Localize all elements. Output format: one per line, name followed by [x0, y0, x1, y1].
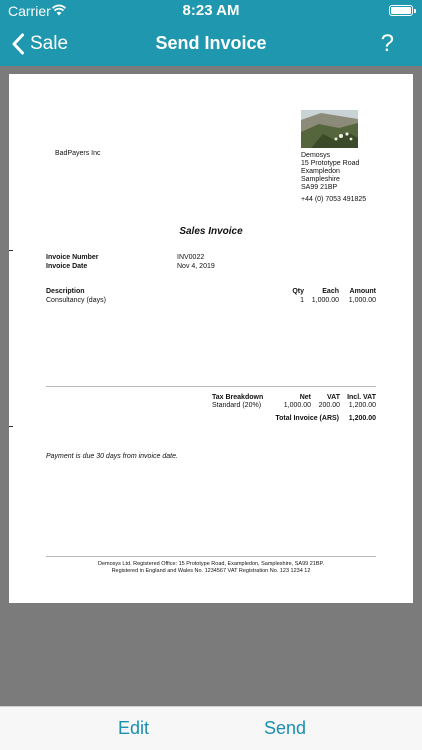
company-address-line: Demosys — [301, 152, 331, 159]
battery-icon — [389, 5, 413, 16]
tax-net-header: Net — [299, 394, 311, 401]
status-bar — [0, 0, 422, 22]
back-button[interactable] — [11, 30, 68, 58]
send-button[interactable]: Send — [264, 718, 307, 738]
line-item-qty: 1 — [300, 297, 304, 304]
tax-net-value: 1,000.00 — [283, 402, 311, 409]
column-header-description: Description — [46, 288, 85, 295]
tax-incl-header: Incl. VAT — [347, 394, 376, 401]
column-header-each: Each — [322, 288, 339, 295]
tax-vat-header: VAT — [327, 394, 340, 401]
invoice-title: Sales Invoice — [179, 226, 243, 237]
company-address-line: 15 Prototype Road — [301, 160, 360, 167]
invoice-number-label: Invoice Number — [46, 254, 99, 261]
company-address-line: SA99 21BP — [301, 184, 338, 191]
total-value: 1,200.00 — [348, 415, 376, 422]
bottom-toolbar — [0, 706, 422, 750]
tax-vat-value: 200.00 — [318, 402, 340, 409]
navigation-bar — [0, 0, 422, 66]
invoice-date-value: Nov 4, 2019 — [177, 263, 215, 270]
tax-breakdown-heading: Tax Breakdown — [212, 394, 264, 401]
customer-name: BadPayers Inc — [55, 150, 101, 157]
tax-incl-value: 1,200.00 — [348, 402, 376, 409]
column-header-qty: Qty — [292, 288, 304, 295]
page-title: Send Invoice — [155, 33, 267, 53]
company-phone: +44 (0) 7053 491825 — [301, 196, 367, 203]
invoice-preview — [9, 74, 413, 603]
invoice-number-value: INV0022 — [177, 254, 205, 261]
line-item-description: Consultancy (days) — [46, 297, 106, 304]
tax-rate-label: Standard (20%) — [212, 402, 262, 409]
line-item-amount: 1,000.00 — [348, 297, 376, 304]
invoice-date-label: Invoice Date — [46, 263, 88, 270]
divider — [46, 556, 376, 557]
fold-mark — [9, 426, 13, 427]
divider — [46, 386, 376, 387]
chevron-left-icon — [11, 33, 25, 55]
line-item-each: 1,000.00 — [311, 297, 339, 304]
total-label: Total Invoice (ARS) — [275, 415, 339, 422]
company-address-line: Exampledon — [301, 168, 340, 175]
payment-terms: Payment is due 30 days from invoice date. — [46, 453, 178, 460]
back-button-label: Sale — [30, 33, 69, 54]
footer-line: Demosys Ltd. Registered Office: 15 Prototype Road, Exampledon, Sampleshire, SA99 21BP. — [97, 561, 325, 567]
column-header-amount: Amount — [349, 288, 376, 295]
help-button[interactable]: ? — [380, 30, 394, 57]
carrier-label: Carrier — [8, 3, 51, 19]
company-logo-photo — [301, 110, 358, 148]
edit-button[interactable]: Edit — [118, 718, 150, 738]
status-time: 8:23 AM — [182, 2, 240, 19]
fold-mark — [9, 250, 13, 251]
footer-line: Registered in England and Wales No. 1234567 VAT Registration No. 123 1234 12 — [111, 568, 311, 574]
company-address-line: Sampleshire — [301, 176, 340, 183]
